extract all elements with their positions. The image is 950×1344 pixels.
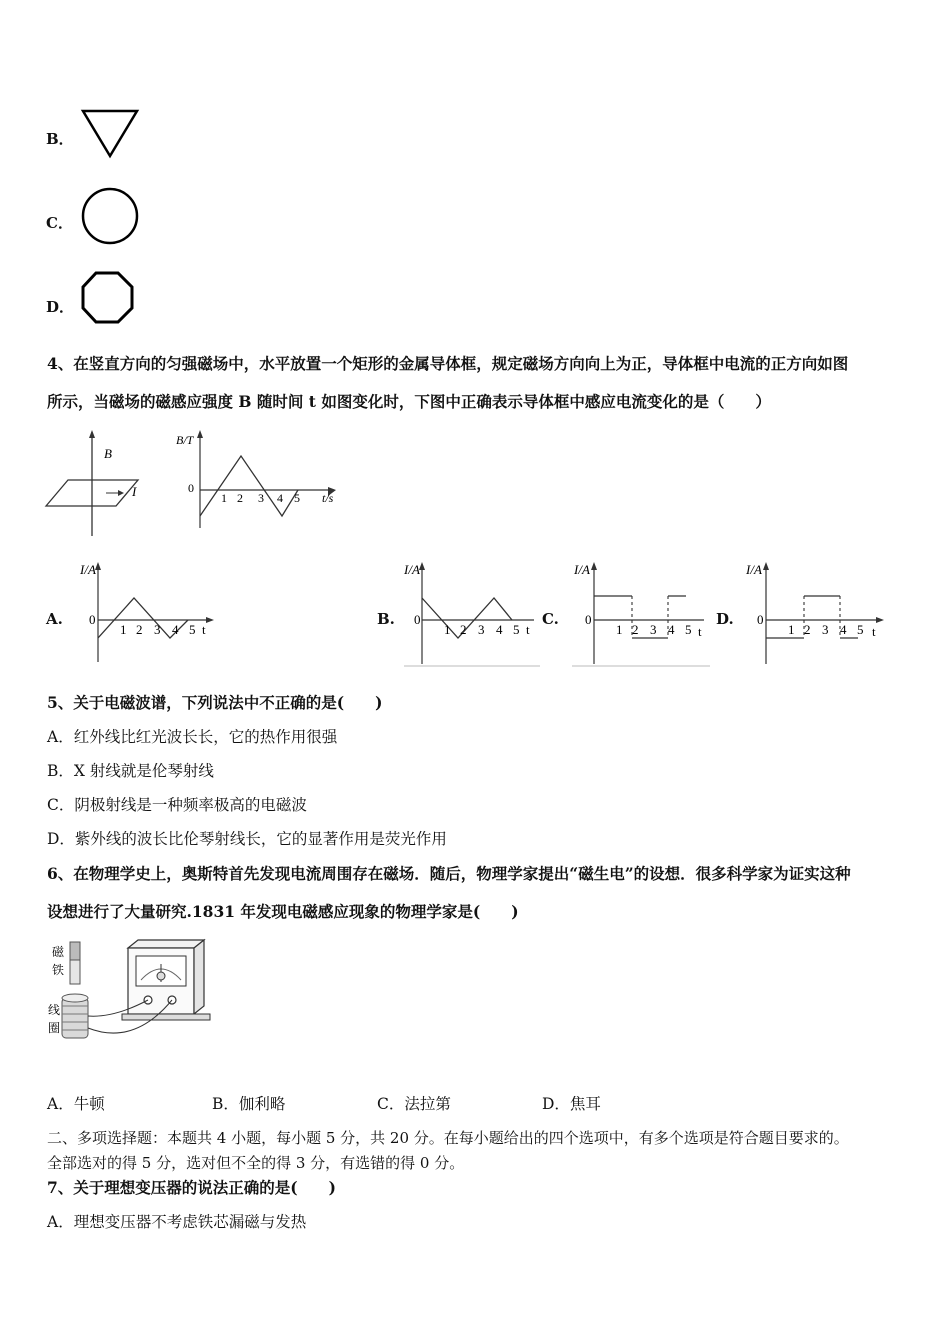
q4-c-xlabel: t (698, 624, 702, 639)
q6-galvanometer-figure (44, 936, 214, 1048)
q6-coil-char-1: 线 (48, 1003, 61, 1017)
q4-bt-tick-3: 3 (258, 491, 264, 505)
q4-a-ylabel: I/A (80, 562, 96, 577)
q4-d-tick-3: 3 (822, 622, 829, 637)
q4-a-xlabel: t (202, 622, 206, 637)
q6-option-a: A．牛顿 (47, 1095, 105, 1113)
q4-c-tick-3: 3 (650, 622, 657, 637)
q4-d-tick-4: 4 (840, 622, 847, 637)
q4-bt-tick-5: 5 (294, 491, 300, 505)
circle-icon (80, 186, 142, 248)
q4-a-origin: 0 (89, 612, 96, 627)
q4-option-b-graph (400, 558, 542, 670)
q4-b-tick-3: 3 (478, 622, 485, 637)
q5-option-b: B．X 射线就是伦琴射线 (47, 762, 214, 780)
q4-b-origin: 0 (414, 612, 421, 627)
q6-stem-line1: 6、在物理学史上，奥斯特首先发现电流周围存在磁场．随后，物理学家提出“磁生电”的设想．很多科学家为证实这种 (47, 864, 851, 883)
q4-a-tick-3: 3 (154, 622, 161, 637)
section2-heading-line2: 全部选对的得 5 分，选对但不全的得 3 分，有选错的得 0 分。 (47, 1154, 465, 1172)
q5-option-d: D．紫外线的波长比伦琴射线长，它的显著作用是荧光作用 (47, 830, 447, 848)
q4-d-xlabel: t (872, 624, 876, 639)
q4-frame-figure (44, 428, 144, 540)
q4-d-tick-5: 5 (857, 622, 864, 637)
q5-option-c: C．阴极射线是一种频率极高的电磁波 (47, 796, 307, 814)
q4-stem-line1: 4、在竖直方向的匀强磁场中，水平放置一个矩形的金属导体框，规定磁场方向向上为正，导体框中电流的正方向如图 (47, 354, 849, 373)
q4-bt-graph (172, 428, 342, 540)
q7-option-a: A．理想变压器不考虑铁芯漏磁与发热 (47, 1213, 307, 1231)
option-c-label: C． (46, 214, 73, 232)
q4-c-tick-2: 2 (632, 622, 639, 637)
q4-label-i: I (132, 484, 137, 499)
option-d-label: D． (46, 298, 75, 316)
q4-b-tick-2: 2 (460, 622, 467, 637)
q6-magnet-char-1: 磁 (52, 945, 65, 959)
q4-option-c-label: C. (542, 610, 559, 628)
q4-b-tick-5: 5 (513, 622, 520, 637)
q4-d-tick-2: 2 (804, 622, 811, 637)
q6-option-d: D．焦耳 (542, 1095, 601, 1113)
q4-option-c-graph (568, 558, 712, 670)
q4-d-ylabel: I/A (746, 562, 762, 577)
option-b-label: B． (46, 130, 74, 148)
q4-label-b: B (104, 446, 112, 461)
q6-stem-line2: 设想进行了大量研究.1831 年发现电磁感应现象的物理学家是( ) (47, 902, 519, 921)
q4-d-tick-1: 1 (788, 622, 795, 637)
q5-option-a: A．红外线比红光波长长，它的热作用很强 (47, 728, 338, 746)
q4-c-tick-5: 5 (685, 622, 692, 637)
q4-d-origin: 0 (757, 612, 764, 627)
q4-a-tick-5: 5 (189, 622, 196, 637)
q4-option-d-label: D. (716, 610, 734, 628)
q5-stem: 5、关于电磁波谱，下列说法中不正确的是( ) (47, 693, 383, 712)
q4-b-tick-1: 1 (444, 622, 451, 637)
q4-b-ylabel: I/A (404, 562, 420, 577)
q4-bt-tick-1: 1 (221, 491, 227, 505)
q6-magnet-char-2: 铁 (52, 963, 65, 977)
octagon-icon (80, 270, 136, 326)
q4-bt-origin: 0 (188, 481, 194, 495)
q4-a-tick-2: 2 (136, 622, 143, 637)
q4-bt-tick-4: 4 (277, 491, 283, 505)
q4-b-tick-4: 4 (496, 622, 503, 637)
q4-b-xlabel: t (526, 622, 530, 637)
section2-heading-line1: 二、多项选择题：本题共 4 小题，每小题 5 分，共 20 分。在每小题给出的四个选项中，有多个选项是符合题目要求的。 (47, 1129, 849, 1147)
q4-option-b-label: B. (377, 610, 395, 628)
q4-option-a-label: A. (46, 610, 63, 628)
q7-stem: 7、关于理想变压器的说法正确的是( ) (47, 1178, 336, 1197)
q4-a-tick-1: 1 (120, 622, 127, 637)
q4-bt-ylabel: B/T (176, 433, 194, 447)
q4-bt-xlabel: t/s (322, 491, 334, 505)
q4-c-tick-4: 4 (668, 622, 675, 637)
q6-option-b: B．伽利略 (212, 1095, 286, 1113)
q4-c-ylabel: I/A (574, 562, 590, 577)
q4-option-d-graph (742, 558, 888, 670)
q4-bt-tick-2: 2 (237, 491, 243, 505)
q6-coil-char-2: 圈 (48, 1021, 61, 1035)
q4-stem-line2: 所示，当磁场的磁感应强度 B 随时间 t 如图变化时，下图中正确表示导体框中感应电流变化的是（ ） (47, 392, 771, 411)
q4-a-tick-4: 4 (172, 622, 179, 637)
q4-option-a-graph (76, 558, 226, 668)
q4-c-tick-1: 1 (616, 622, 623, 637)
q4-c-origin: 0 (585, 612, 592, 627)
q6-option-c: C．法拉第 (377, 1095, 451, 1113)
inverted-triangle-icon (80, 108, 140, 160)
